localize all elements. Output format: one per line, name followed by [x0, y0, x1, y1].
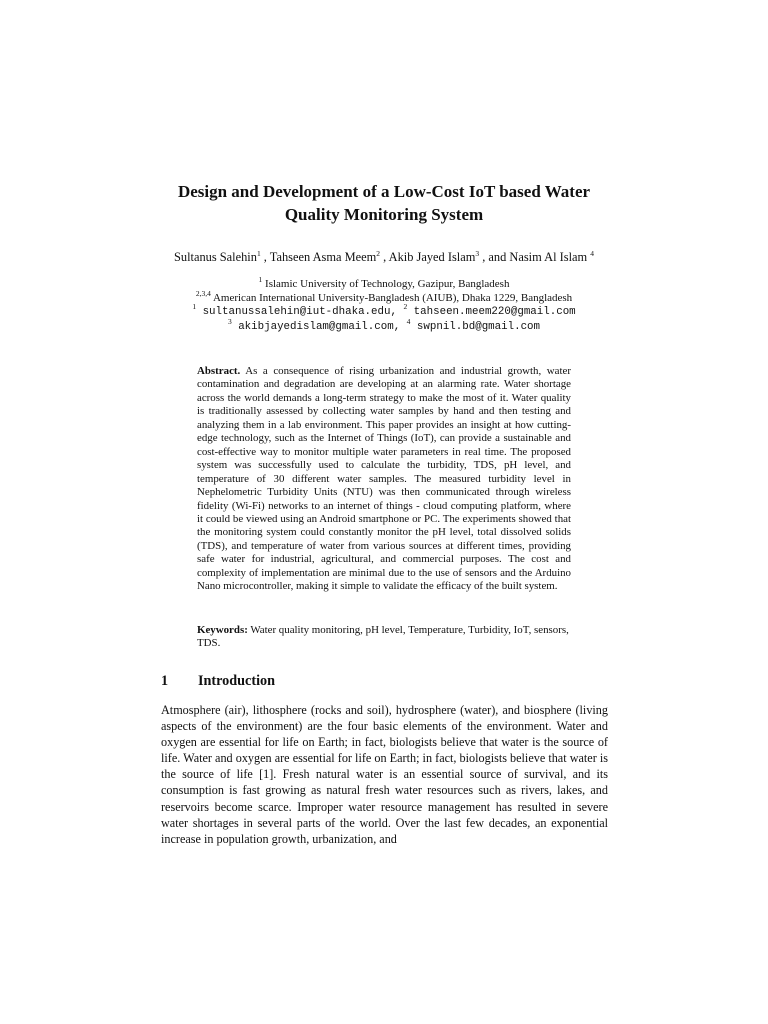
keywords-label: Keywords: — [197, 624, 248, 636]
affiliation-line-1 — [150, 275, 618, 292]
email-line-1 — [150, 302, 618, 320]
affiliation-text: American International University-Bangladesh (AIUB), Dhaka 1229, Bangladesh — [210, 291, 573, 304]
keywords — [197, 624, 571, 651]
keywords-text: Water quality monitoring, pH level, Temperature, Turbidity, IoT, sensors, TDS. — [197, 624, 569, 650]
abstract-text: As a consequence of rising urbanization and industrial growth, water contamination and degradation are developing at an alarming rate. Water shortage across the world demands a long-term strategy to make the most of it. Water quality is traditionally assessed by collecting water samples by hand and then testing and analyzing them in a lab environment. This paper provides an insight at how cutting-edge technology, such as the Internet of Things (IoT), can provide a sustainable and cost-effective way to monitor multiple water parameters in real time. The proposed system was successfully used to calculate the turbidity, TDS, pH level, and temperature of 30 different water samples. The measured turbidity level in Nephelometric Turbidity Units (NTU) was then communicated through wireless fidelity (Wi-Fi) networks to an internet of things - cloud computing platform, where it could be viewed using an Android smartphone or PC. The experiments showed that the monitoring system could constantly monitor the pH level, total dissolved solids (TDS), and temperature of water from various sources at different times, providing safe water for industrial, agricultural, and commercial purposes. The cost and complexity of implementation are minimal due to the use of sensors and the Arduino Nano microcontroller, making it simple to validate the efficacy of the built system. — [197, 365, 571, 593]
author-separator: , — [260, 250, 270, 264]
section-number: 1 — [161, 673, 169, 689]
author-list — [150, 249, 618, 265]
email-line-2 — [150, 316, 618, 335]
email-marker: 1 — [192, 302, 197, 311]
affiliation-marker: 2,3,4 — [195, 288, 211, 298]
author-affiliation-marker: 3 — [475, 249, 480, 258]
paper-title-line-1: Design and Development of a Low-Cost IoT based Water — [177, 182, 591, 201]
author-name: Tahseen Asma Meem — [269, 250, 377, 264]
author-affiliation-marker: 4 — [590, 249, 595, 258]
author-name: Sultanus Salehin — [173, 250, 257, 264]
email-link[interactable]: swpnil.bd@gmail.com — [410, 320, 541, 333]
introduction-paragraph: Atmosphere (air), lithosphere (rocks and soil), hydrosphere (water), and biosphere (living aspects of the environment) are the four basic elements of the environment. Water and oxygen are essential for life on Earth; in fact, biologists believe that water is the source of life. Water and oxygen are essential for life on Earth; in fact, biologists believe that water is the source of life [1]. Fresh natural water is an essential source of survival, and its consumption is fast growing as natural fresh water resources such as rivers, lakes, and reservoirs become scarce. Improper water resource management has resulted in severe water shortages in several parts of the world. Over the last few decades, an exponential increase in population growth, urbanization, and — [161, 703, 608, 846]
author-name: Nasim Al Islam — [509, 250, 591, 264]
affiliations — [150, 275, 618, 334]
affiliation-text: Islamic University of Technology, Gazipur, Bangladesh — [262, 278, 510, 290]
author-separator: , and — [479, 250, 510, 264]
abstract — [197, 365, 571, 594]
author-name: Akib Jayed Islam — [388, 250, 476, 264]
email-link[interactable]: sultanussalehin@iut-dhaka.edu, — [196, 306, 404, 318]
affiliation-marker: 1 — [258, 275, 263, 284]
author-affiliation-marker: 2 — [376, 249, 381, 258]
email-link[interactable]: akibjayedislam@gmail.com, — [231, 320, 407, 333]
author-separator: , — [380, 250, 389, 264]
email-marker: 2 — [403, 302, 408, 311]
section-title: Introduction — [198, 673, 275, 689]
section-heading-introduction — [161, 672, 275, 690]
paper-title — [150, 180, 618, 226]
author-affiliation-marker: 1 — [256, 249, 261, 258]
email-marker: 3 — [227, 316, 232, 326]
affiliation-line-2 — [150, 288, 618, 306]
email-marker: 4 — [406, 316, 411, 326]
paper-title-line-2: Quality Monitoring System — [284, 205, 484, 224]
email-link[interactable]: tahseen.meem220@gmail.com — [407, 306, 576, 318]
abstract-label: Abstract. — [197, 365, 241, 377]
